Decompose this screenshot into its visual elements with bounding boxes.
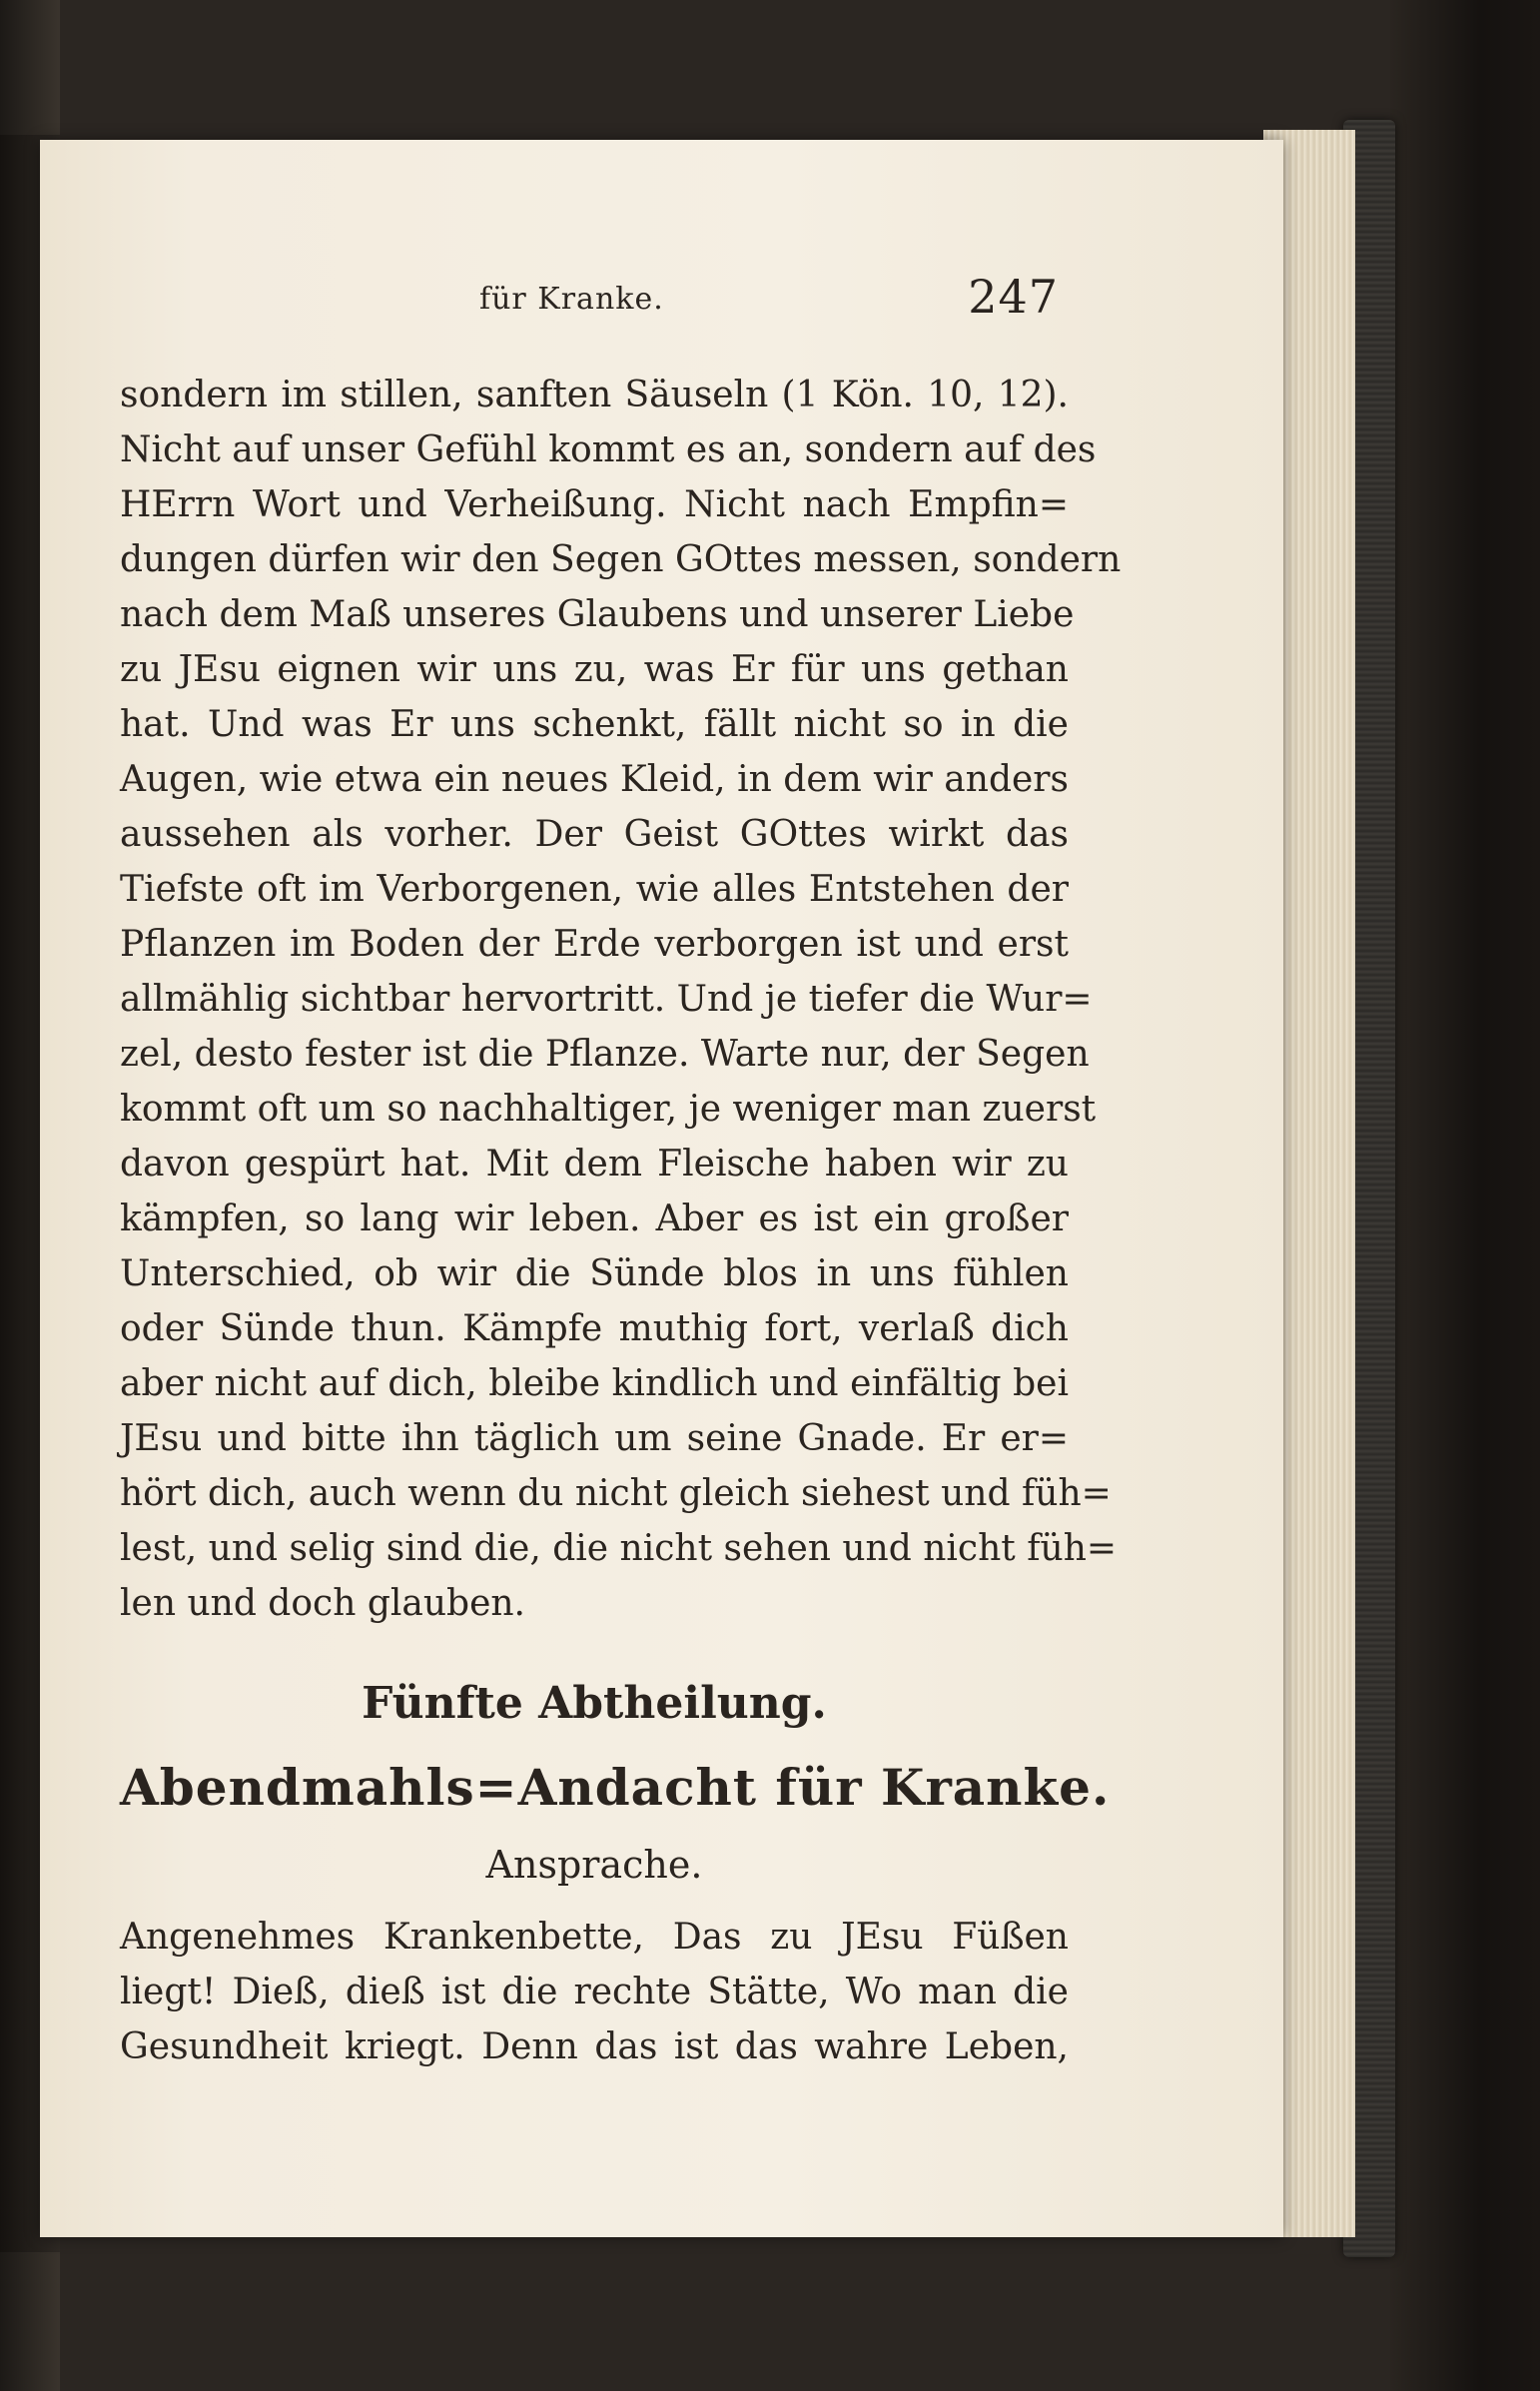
running-head-title: für Kranke. <box>479 282 664 317</box>
text-line: Pflanzen im Boden der Erde verborgen ist und erst <box>120 924 1069 965</box>
text-line: HErrn Wort und Verheißung. Nicht nach Empfin= <box>120 484 1069 525</box>
verse-line: Angenehmes Krankenbette, Das zu JEsu Füßen <box>120 1917 1069 1958</box>
text-line: kommt oft um so nachhaltiger, je weniger man zuerst <box>120 1089 1097 1130</box>
text-line: sondern im stillen, sanften Säuseln (1 Kön. 10, 12). <box>120 375 1069 415</box>
section-title: Fünfte Abtheilung. <box>362 1678 827 1729</box>
background-right <box>1390 0 1540 2391</box>
text-line: dungen dürfen wir den Segen GOttes messen, sondern <box>120 539 1122 580</box>
text-line: lest, und selig sind die, die nicht sehen und nicht füh= <box>120 1528 1118 1569</box>
page-number: 247 <box>968 270 1059 324</box>
text-line: nach dem Maß unseres Glaubens und unserer Liebe <box>120 594 1075 635</box>
text-line: Unterschied, ob wir die Sünde blos in uns fühlen <box>120 1253 1069 1294</box>
verse-text <box>120 1910 1069 2074</box>
main-title: Abendmahls=Andacht für Kranke. <box>120 1758 1111 1817</box>
sub-title: Ansprache. <box>485 1843 703 1887</box>
text-line: aber nicht auf dich, bleibe kindlich und einfältig bei <box>120 1363 1069 1404</box>
text-line: JEsu und bitte ihn täglich um seine Gnade. Er er= <box>120 1418 1069 1459</box>
text-line: davon gespürt hat. Mit dem Fleische haben wir zu <box>120 1144 1069 1185</box>
text-line: Tiefste oft im Verborgenen, wie alles Entstehen der <box>120 869 1069 910</box>
text-line: hört dich, auch wenn du nicht gleich siehest und füh= <box>120 1473 1112 1514</box>
text-line: kämpfen, so lang wir leben. Aber es ist ein großer <box>120 1198 1069 1239</box>
text-line: allmählig sichtbar hervortritt. Und je tiefer die Wur= <box>120 979 1093 1020</box>
verse-line: Gesundheit kriegt. Denn das ist das wahre Leben, <box>120 2026 1069 2067</box>
text-line: len und doch glauben. <box>120 1583 526 1624</box>
text-line: zu JEsu eignen wir uns zu, was Er für uns gethan <box>120 649 1069 690</box>
text-line: Nicht auf unser Gefühl kommt es an, sondern auf des <box>120 429 1097 470</box>
body-text <box>120 368 1122 1631</box>
text-line: oder Sünde thun. Kämpfe muthig fort, verlaß dich <box>120 1308 1069 1349</box>
text-line: Augen, wie etwa ein neues Kleid, in dem wir anders <box>120 759 1069 800</box>
text-line: hat. Und was Er uns schenkt, fällt nicht so in die <box>120 704 1069 745</box>
text-line: aussehen als vorher. Der Geist GOttes wirkt das <box>120 814 1069 855</box>
verse-line: liegt! Dieß, dieß ist die rechte Stätte, Wo man die <box>120 1972 1069 2012</box>
text-line: zel, desto fester ist die Pflanze. Warte nur, der Segen <box>120 1034 1090 1075</box>
